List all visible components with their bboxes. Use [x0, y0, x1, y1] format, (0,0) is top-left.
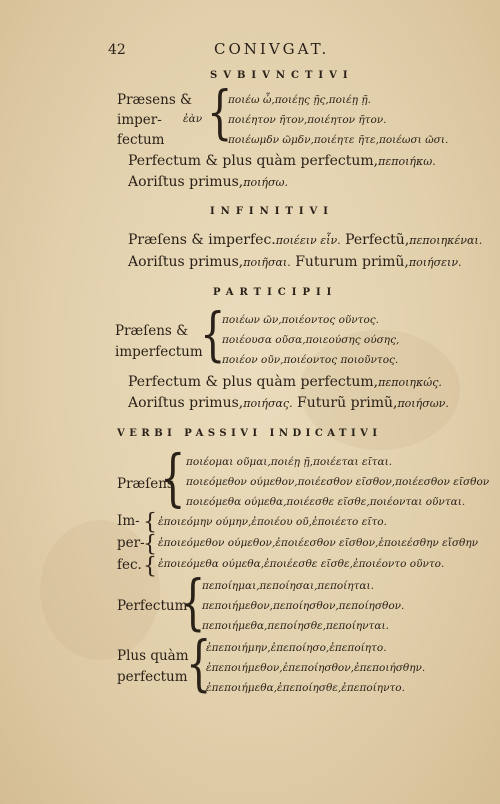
passive-imperfect-label-2: per-: [117, 535, 145, 551]
participle-brace: {: [200, 301, 226, 369]
passive-pluperfect-brace: {: [186, 629, 212, 699]
passive-pluperfect-label-2: perfectum: [117, 669, 188, 685]
passive-present-form-1: ποιέομαι οῦμαι,ποιέῃ ῇ,ποιέεται εῖται.: [186, 456, 393, 468]
passive-pluperfect-label-1: Plus quàm: [117, 648, 189, 664]
passive-perfect-form-2: πεποιήμεθον,πεποίησθον,πεποίησθον.: [202, 600, 405, 612]
passive-pluperfect-form-3: ἐπεποιήμεθα,ἐπεποίησθε,ἐπεποίηντο.: [206, 682, 405, 694]
infinitive-line-1: Præſens & imperfec.ποιέειν εἶν. Perfectũ,πεποιηκέναι.: [128, 232, 483, 248]
passive-perfect-brace: {: [180, 568, 206, 638]
passive-imperfect-label-1: Im-: [117, 513, 140, 529]
passive-perfect-form-1: πεποίημαι,πεποίησαι,πεποίηται.: [202, 580, 374, 592]
participle-label-line1: Præſens &: [115, 323, 189, 339]
passive-present-form-2: ποιεόμεθον ούμεθον,ποιέεσθον εῖσθον,ποιέεσθον εῖσθον: [186, 476, 490, 488]
infinitive-line-2: Aoriſtus primus,ποιῆσαι. Futurum primũ,ποιήσειν.: [128, 254, 462, 270]
passive-present-label: Præſens: [117, 476, 174, 492]
section-heading-infinitive: INFINITIVI: [210, 206, 334, 217]
participle-label-line2: imperfectum: [115, 344, 203, 360]
passive-imperfect-label-3: fec.: [117, 557, 142, 573]
passive-imperfect-form-3: ἐποιεόμεθα ούμεθα,ἐποιέεσθε εῖσθε,ἐποιέοντο οῦντο.: [158, 558, 445, 570]
passive-pluperfect-form-2: ἐπεποιήμεθον,ἐπεποίησθον,ἐπεποιήσθην.: [206, 662, 426, 674]
participle-form-1: ποιέων ῶν,ποιέοντος οῦντος.: [222, 314, 380, 326]
subjunctive-particle: ἐὰν: [183, 113, 203, 125]
subjunctive-brace: {: [207, 79, 233, 147]
participle-perfect-line: Perfectum & plus quàm perfectum,πεποιηκώς.: [128, 374, 442, 390]
passive-imperfect-form-1: ἐποιεόμην ούμην,ἐποιέου οῦ,ἐποιέετο εῖτο.: [158, 516, 387, 528]
section-heading-passive: VERBI PASSIVI INDICATIVI: [117, 428, 382, 439]
passive-perfect-label: Perfectum: [117, 598, 188, 614]
passive-perfect-form-3: πεποιήμεθα,πεποίησθε,πεποίηνται.: [202, 620, 389, 632]
passive-imperfect-form-2: ἐποιεόμεθον ούμεθον,ἐποιέεσθον εῖσθον,ἐποιεέσθην εἴσθην: [158, 537, 478, 549]
passive-present-form-3: ποιεόμεθα ούμεθα,ποιέεσθε εῖσθε,ποιέονται οῦνται.: [186, 496, 466, 508]
subjunctive-aorist-line: Aoriſtus primus,ποιήσω.: [128, 174, 288, 190]
subjunctive-label-line3: fectum: [117, 132, 165, 148]
participle-aorist-line: Aoriſtus primus,ποιήσας. Futurũ primũ,ποιήσων.: [128, 395, 449, 411]
passive-pluperfect-form-1: ἐπεποιήμην,ἐπεποίησο,ἐπεποίητο.: [206, 642, 387, 654]
page-number: 42: [108, 42, 126, 58]
subjunctive-label-line2: imper-: [117, 112, 162, 128]
section-heading-participle: PARTICIPII: [213, 287, 338, 298]
subjunctive-perfect-line: Perfectum & plus quàm perfectum,πεποιήκω.: [128, 153, 436, 169]
subjunctive-form-2: ποιέητον ῆτον,ποιέητον ῆτον.: [228, 114, 387, 126]
participle-form-3: ποιέον οῦν,ποιέοντος ποιοῦντος.: [222, 354, 399, 366]
passive-present-brace: {: [160, 443, 186, 515]
subjunctive-form-1: ποιέω ὦ,ποιέῃς ῇς,ποιέῃ ῇ.: [228, 94, 371, 106]
section-heading-subjunctive: SVBIVNCTIVI: [210, 70, 354, 81]
subjunctive-label-line1: Præsens &: [117, 92, 193, 108]
participle-form-2: ποιέουσα οῦσα,ποιεούσης ούσης,: [222, 334, 400, 346]
subjunctive-form-3: ποιέωμδν ῶμδν,ποιέητε ῆτε,ποιέωσι ῶσι.: [228, 134, 449, 146]
running-title: CONIVGAT.: [214, 40, 330, 58]
passive-imperfect-brace: { { {: [143, 510, 157, 579]
